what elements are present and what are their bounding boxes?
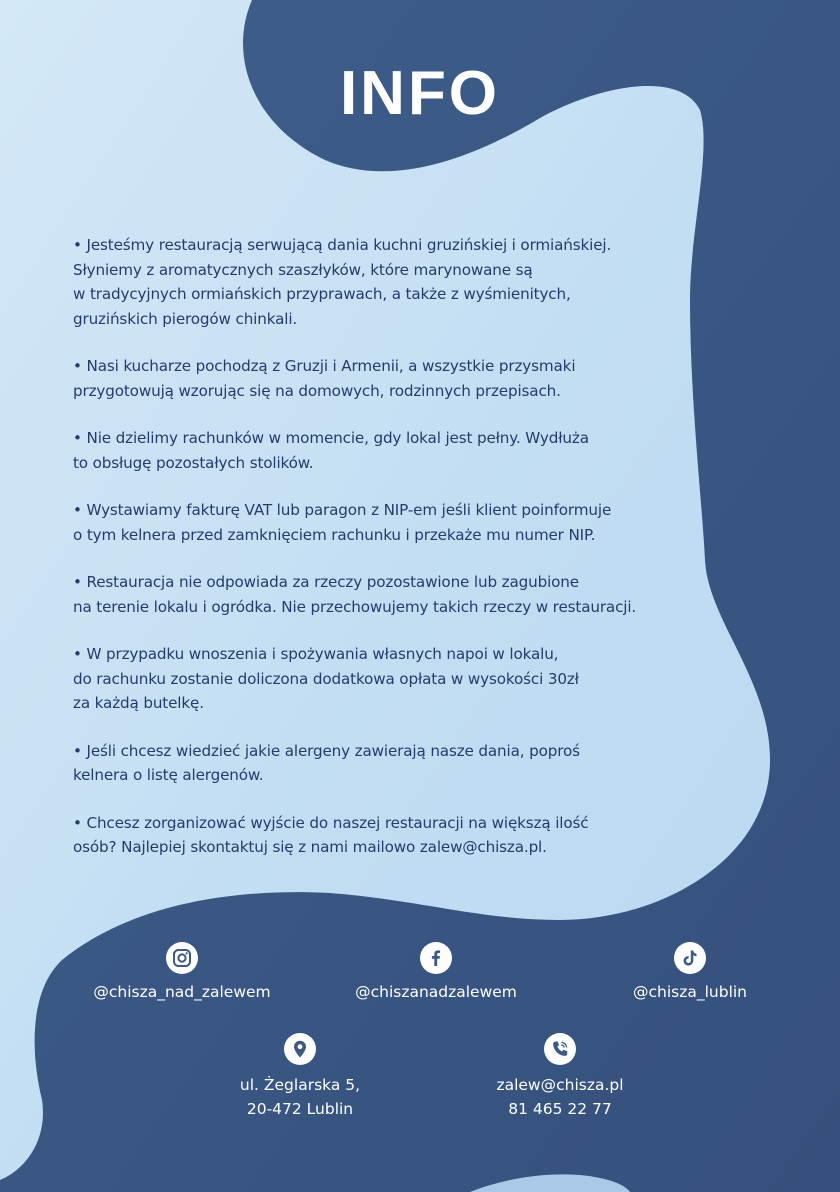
social-facebook[interactable]	[336, 942, 536, 1001]
info-list	[73, 233, 693, 883]
address-city: 20-472 Lublin	[246, 1100, 354, 1118]
address-street: ul. Żeglarska 5,	[239, 1076, 361, 1094]
info-item-cuisine: • Jesteśmy restauracją serwującą dania kuchni gruzińskiej i ormiańskiej. Słyniemy z aromatycznych szaszłyków, które marynowane są w tradycyjnych ormiańskich przyprawach, a także z wyśmienitych, gruzińskich pierogów chinkali.	[73, 236, 612, 328]
instagram-handle: @chisza_nad_zalewem	[93, 983, 271, 1001]
info-item-invoice: • Wystawiamy fakturę VAT lub paragon z NIP-em jeśli klient poinformuje o tym kelnera przed zamknięciem rachunku i przekaże mu numer NIP.	[73, 501, 612, 544]
social-instagram[interactable]	[82, 942, 282, 1001]
phone-number[interactable]: 81 465 22 77	[508, 1100, 612, 1118]
tiktok-icon	[674, 942, 706, 974]
info-item-groups: • Chcesz zorganizować wyjście do naszej restauracji na większą ilość osób? Najlepiej skontaktuj się z nami mailowo zalew@chisza.pl.	[73, 813, 589, 856]
facebook-icon	[420, 942, 452, 974]
tiktok-handle: @chisza_lublin	[632, 983, 748, 1001]
info-item-chefs: • Nasi kucharze pochodzą z Gruzji i Armenii, a wszystkie przysmaki przygotowują wzorując się na domowych, rodzinnych przepisach.	[73, 357, 576, 400]
contact-address	[190, 1033, 410, 1121]
facebook-handle: @chiszanadzalewem	[355, 983, 517, 1001]
email-link[interactable]: zalew@chisza.pl	[496, 1076, 624, 1094]
instagram-icon	[166, 942, 198, 974]
page-title: INFO	[339, 59, 501, 128]
info-item-allergens: • Jeśli chcesz wiedzieć jakie alergeny zawierają nasze dania, poproś kelnera o listę alergenów.	[73, 741, 580, 784]
info-item-lost-items: • Restauracja nie odpowiada za rzeczy pozostawione lub zagubione na terenie lokalu i ogródka. Nie przechowujemy takich rzeczy w restauracji.	[73, 573, 637, 616]
location-pin-icon	[284, 1033, 316, 1065]
phone-icon	[544, 1033, 576, 1065]
info-item-own-drinks: • W przypadku wnoszenia i spożywania własnych napoi w lokalu, do rachunku zostanie doliczona dodatkowa opłata w wysokości 30zł za każdą butelkę.	[73, 645, 579, 712]
info-item-bills: • Nie dzielimy rachunków w momencie, gdy lokal jest pełny. Wydłuża to obsługę pozostałych stolików.	[73, 429, 589, 472]
social-tiktok[interactable]	[590, 942, 790, 1001]
contact-email-phone	[450, 1033, 670, 1121]
